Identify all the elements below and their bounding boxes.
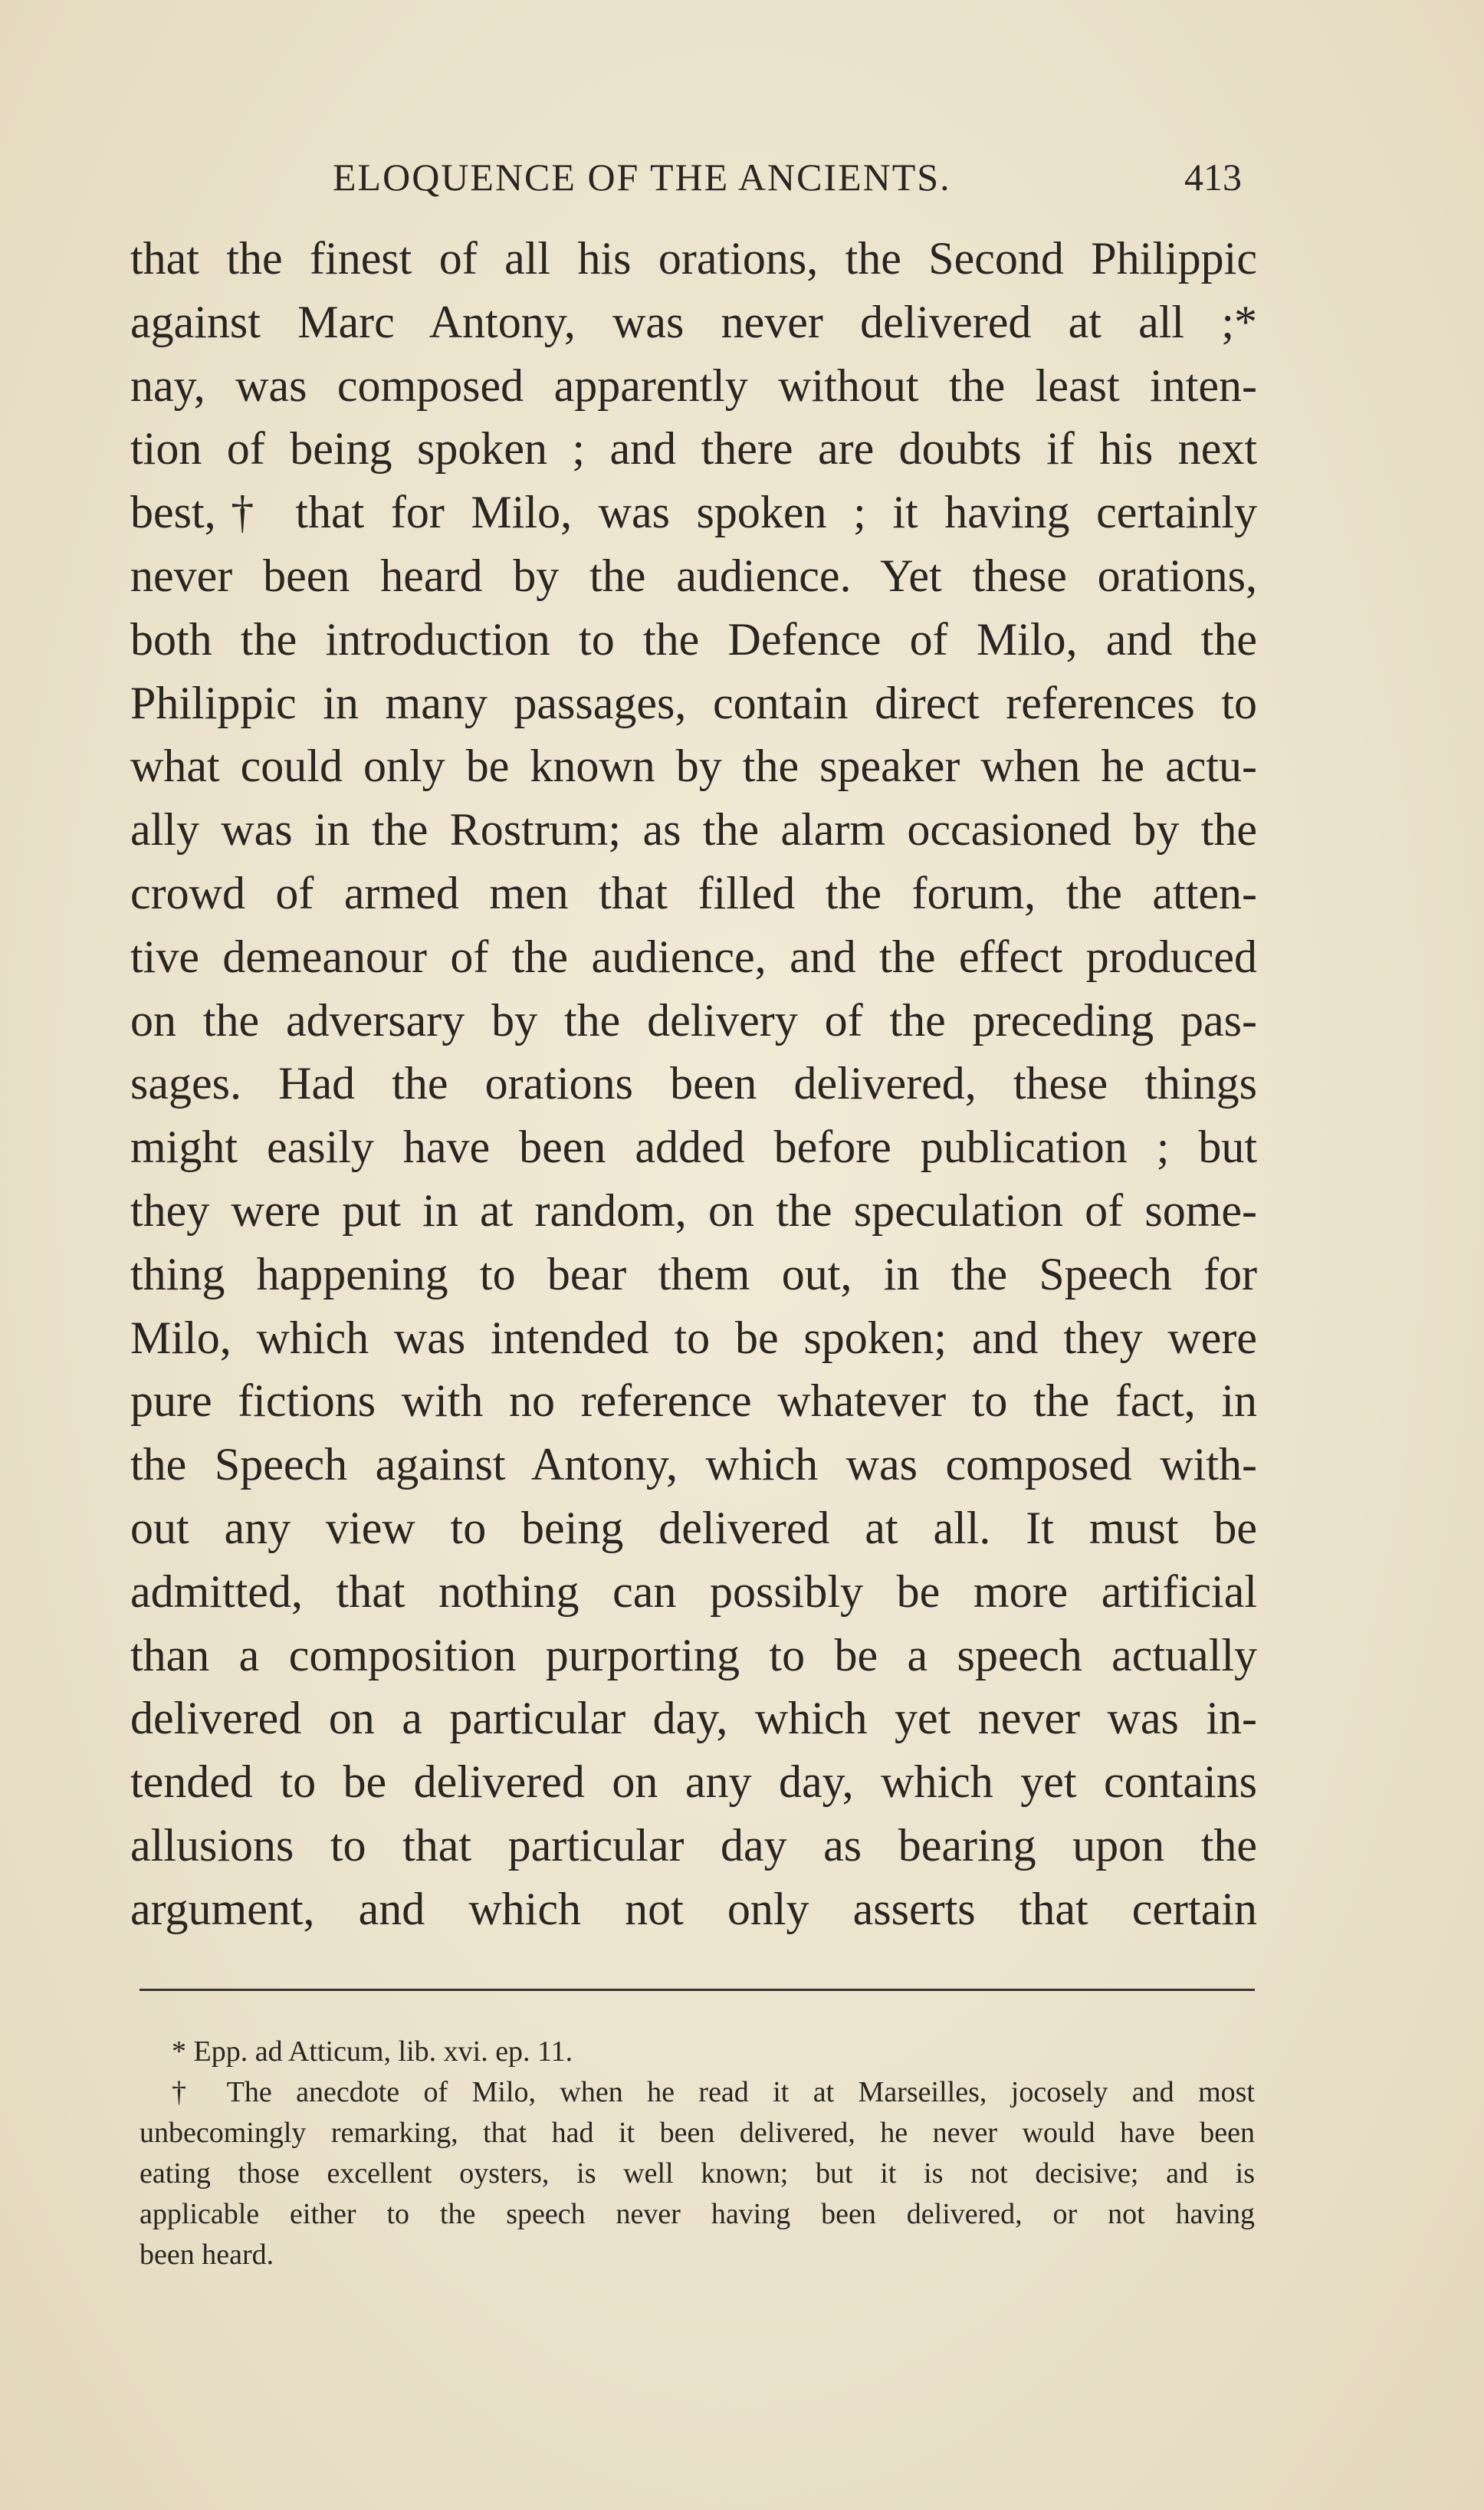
body-line: nay, was composed apparently without the least inten- — [130, 360, 1257, 411]
body-line: tion of being spoken ; and there are doubts if his next — [130, 423, 1257, 475]
footnotes — [140, 2032, 1255, 2275]
page-number: 413 — [1184, 156, 1242, 199]
footnote-rule — [140, 1989, 1255, 1991]
body-line: than a composition purporting to be a speech actually — [130, 1629, 1257, 1680]
body-line: thing happening to bear them out, in the Speech for — [130, 1248, 1257, 1299]
footnote-line: eating those excellent oysters, is well known; but it is not decisive; and is — [140, 2157, 1255, 2190]
body-line: argument, and which not only asserts that certain — [130, 1883, 1257, 1934]
body-line: allusions to that particular day as bearing upon the — [130, 1819, 1257, 1871]
body-line: out any view to being delivered at all. It must be — [130, 1502, 1257, 1553]
body-line: both the introduction to the Defence of Milo, and the — [130, 613, 1257, 665]
footnote-line: † The anecdote of Milo, when he read it at Marseilles, jocosely and most — [172, 2076, 1255, 2108]
body-line: might easily have been added before publication ; but — [130, 1122, 1257, 1173]
page-header — [0, 150, 1484, 204]
footnote-line: unbecomingly remarking, that had it been delivered, he never would have been — [140, 2117, 1255, 2149]
body-line: on the adversary by the delivery of the preceding pas- — [130, 994, 1257, 1046]
body-line: Milo, which was intended to be spoken; and they were — [130, 1312, 1257, 1363]
body-line: that the finest of all his orations, the Second Philippic — [130, 233, 1257, 284]
body-text — [130, 227, 1257, 1941]
body-line: tive demeanour of the audience, and the effect produced — [130, 931, 1257, 982]
body-line: crowd of armed men that filled the forum, the atten- — [130, 867, 1257, 918]
body-line: tended to be delivered on any day, which yet contains — [130, 1756, 1257, 1808]
body-line: against Marc Antony, was never delivered at all ;* — [130, 296, 1257, 347]
body-line: pure fictions with no reference whatever to the fact, in — [130, 1375, 1257, 1427]
running-head: ELOQUENCE OF THE ANCIENTS. — [333, 156, 951, 199]
body-line: sages. Had the orations been delivered, these things — [130, 1058, 1257, 1109]
body-line: ally was in the Rostrum; as the alarm occasioned by the — [130, 804, 1257, 856]
body-line: delivered on a particular day, which yet never was in- — [130, 1693, 1257, 1744]
body-line: what could only be known by the speaker when he actu- — [130, 741, 1257, 792]
body-line: they were put in at random, on the speculation of some- — [130, 1184, 1257, 1236]
footnote-line: applicable either to the speech never having been delivered, or not having — [140, 2198, 1255, 2230]
body-line: never been heard by the audience. Yet these orations, — [130, 550, 1257, 601]
body-line: the Speech against Antony, which was composed with- — [130, 1439, 1257, 1490]
footnote-line: * Epp. ad Atticum, lib. xvi. ep. 11. — [172, 2035, 573, 2068]
body-line: Philippic in many passages, contain direct references to — [130, 677, 1257, 728]
body-line: admitted, that nothing can possibly be more artificial — [130, 1565, 1257, 1617]
body-line: best,† that for Milo, was spoken ; it having certainly — [130, 487, 1257, 538]
footnote-line: been heard. — [140, 2239, 274, 2271]
